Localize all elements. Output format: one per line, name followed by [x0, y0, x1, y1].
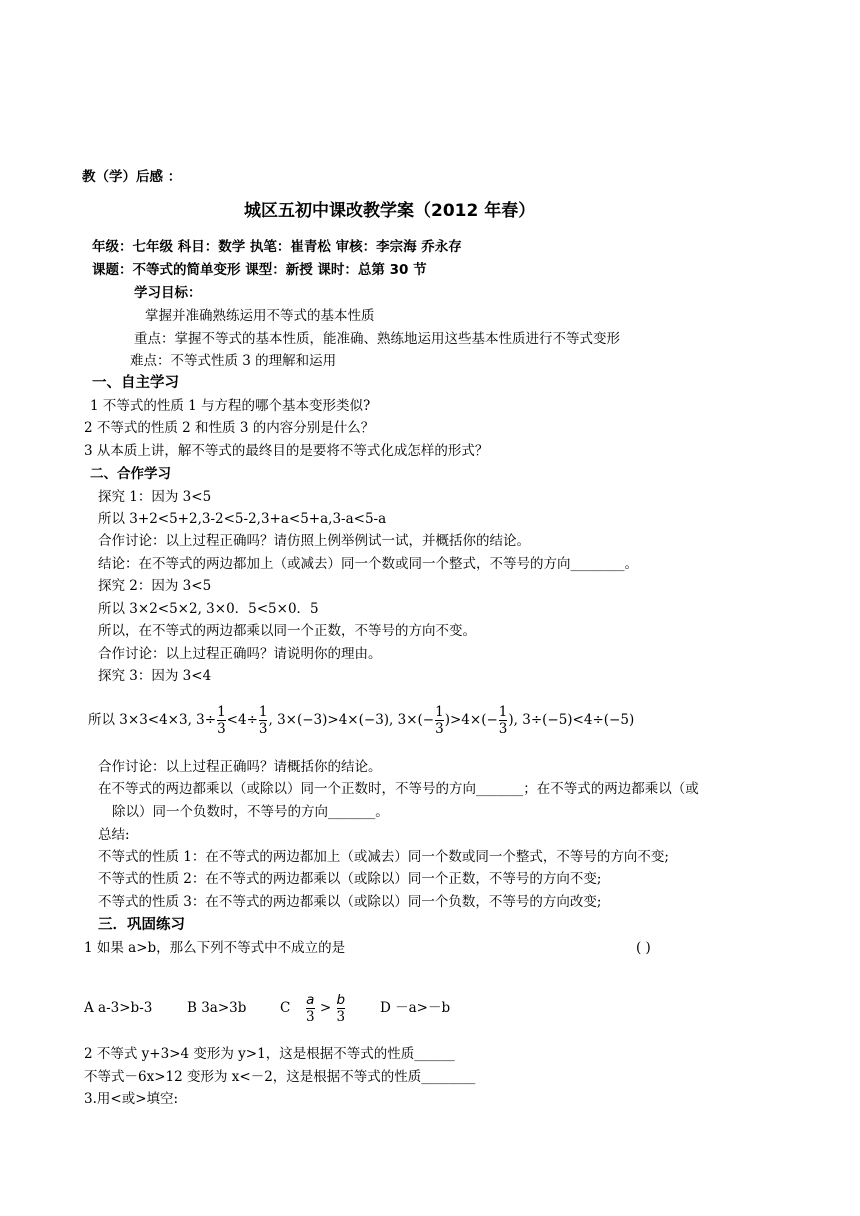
summary-label: 总结: [98, 827, 130, 843]
s1-question-1: 1 不等式的性质 1 与方程的哪个基本变形类似? [90, 398, 371, 414]
option-b: B 3a>3b [187, 1000, 247, 1016]
greater-than-sign: > [319, 1000, 332, 1016]
explore-2-steps: 所以 3×2<5×2, 3×0．5<5×0．5 [98, 601, 319, 617]
s1-question-2: 2 不等式的性质 2 和性质 3 的内容分别是什么？ [84, 420, 375, 436]
fraction-numerator: b [336, 992, 346, 1008]
explore-3-formula [88, 701, 634, 739]
meta-line-1: 年级：七年级 科目：数学 执笔：崔青松 审核：李宗海 乔永存 [92, 239, 462, 255]
option-c-label: C [280, 1000, 291, 1016]
property-2: 不等式的性质 2：在不等式的两边都乘以（或除以）同一个正数，不等号的方向不变; [98, 871, 602, 887]
explore-2: 探究 2：因为 3<5 [98, 578, 212, 594]
formula-part-a: 所以 3×3<4×3, 3÷ [88, 712, 217, 728]
fraction-numerator: 1 [498, 704, 508, 720]
formula-part-d: )>4×(− [444, 712, 498, 728]
fraction-denominator: 3 [336, 1009, 346, 1025]
section2-heading: 二、合作学习 [90, 466, 171, 482]
explore-1-discussion: 合作讨论：以上过程正确吗？请仿照上例举例试一试，并概括你的结论。 [98, 533, 530, 549]
explore-1-steps: 所以 3+2<5+2,3-2<5-2,3+a<5+a,3-a<5-a [98, 511, 387, 527]
property-1: 不等式的性质 1：在不等式的两边都加上（或减去）同一个数或同一个整式，不等号的方向不变; [98, 849, 669, 865]
explore-3-discussion: 合作讨论：以上过程正确吗？请概括你的结论。 [98, 759, 382, 775]
formula-part-c: , 3×(−3)>4×(−3), 3×(− [268, 712, 435, 728]
key-point: 重点：掌握不等式的基本性质，能准确、熟练地运用这些基本性质进行不等式变形 [134, 331, 620, 347]
fraction-numerator: 1 [258, 704, 268, 720]
explore-3-conclusion-1: 在不等式的两边都乘以（或除以）同一个正数时，不等号的方向_______；在不等式的两边都乘以（或 [98, 781, 699, 797]
fraction-one-third [259, 704, 268, 737]
answer-paren: ( ) [636, 940, 651, 956]
fraction-one-third [435, 704, 444, 737]
exercise-2a: 2 不等式 y+3>4 变形为 y>1，这是根据不等式的性质______ [84, 1046, 455, 1062]
explore-3-conclusion-2: 除以）同一个负数时，不等号的方向_______。 [112, 804, 389, 820]
fraction-denominator: 3 [217, 721, 226, 737]
exercise-2b: 不等式－6x>12 变形为 x<－2，这是根据不等式的性质________ [84, 1069, 476, 1085]
meta-line-2: 课题：不等式的简单变形 课型：新授 课时：总第 30 节 [92, 262, 427, 278]
fraction-one-third [217, 704, 226, 737]
fraction-denominator: 3 [258, 721, 268, 737]
fraction-numerator: 1 [217, 704, 226, 720]
reflection-label: 教（学）后感 ： [82, 169, 182, 185]
section3-heading: 三．巩固练习 [98, 917, 185, 933]
explore-2-discussion: 合作讨论：以上过程正确吗？请说明你的理由。 [98, 646, 382, 662]
difficulty-point: 难点：不等式性质 3 的理解和运用 [130, 353, 337, 369]
option-c-expression [305, 988, 346, 1028]
fraction-a-over-3 [306, 992, 315, 1025]
exercise-1: 1 如果 a>b，那么下列不等式中不成立的是 [84, 940, 346, 956]
fraction-denominator: 3 [435, 721, 444, 737]
fraction-b-over-3 [337, 992, 346, 1025]
explore-3: 探究 3：因为 3<4 [98, 668, 212, 684]
fraction-numerator: a [306, 992, 315, 1008]
fraction-denominator: 3 [498, 721, 508, 737]
option-a: A a-3>b-3 [84, 1000, 153, 1016]
exercise-3: 3.用<或>填空: [84, 1091, 179, 1107]
option-d: D －a>－b [380, 1000, 451, 1016]
s1-question-3: 3 从本质上讲，解不等式的最终目的是要将不等式化成怎样的形式？ [84, 443, 489, 459]
page-title: 城区五初中课改教学案（2012 年春） [244, 201, 536, 221]
explore-1: 探究 1：因为 3<5 [98, 489, 212, 505]
fraction-numerator: 1 [435, 704, 444, 720]
formula-part-b: <4÷ [226, 712, 258, 728]
property-3: 不等式的性质 3：在不等式的两边都乘以（或除以）同一个负数，不等号的方向改变; [98, 894, 602, 910]
formula-part-e: ), 3÷(−5)<4÷(−5) [508, 712, 635, 728]
goal-text: 掌握并准确熟练运用不等式的基本性质 [145, 308, 375, 324]
explore-1-conclusion: 结论：在不等式的两边都加上（或减去）同一个数或同一个整式，不等号的方向________。 [98, 556, 638, 572]
explore-2-result: 所以，在不等式的两边都乘以同一个正数，不等号的方向不变。 [98, 623, 476, 639]
goals-heading: 学习目标： [134, 285, 202, 301]
section1-heading: 一、自主学习 [92, 375, 179, 391]
fraction-one-third [499, 704, 508, 737]
fraction-denominator: 3 [306, 1009, 315, 1025]
